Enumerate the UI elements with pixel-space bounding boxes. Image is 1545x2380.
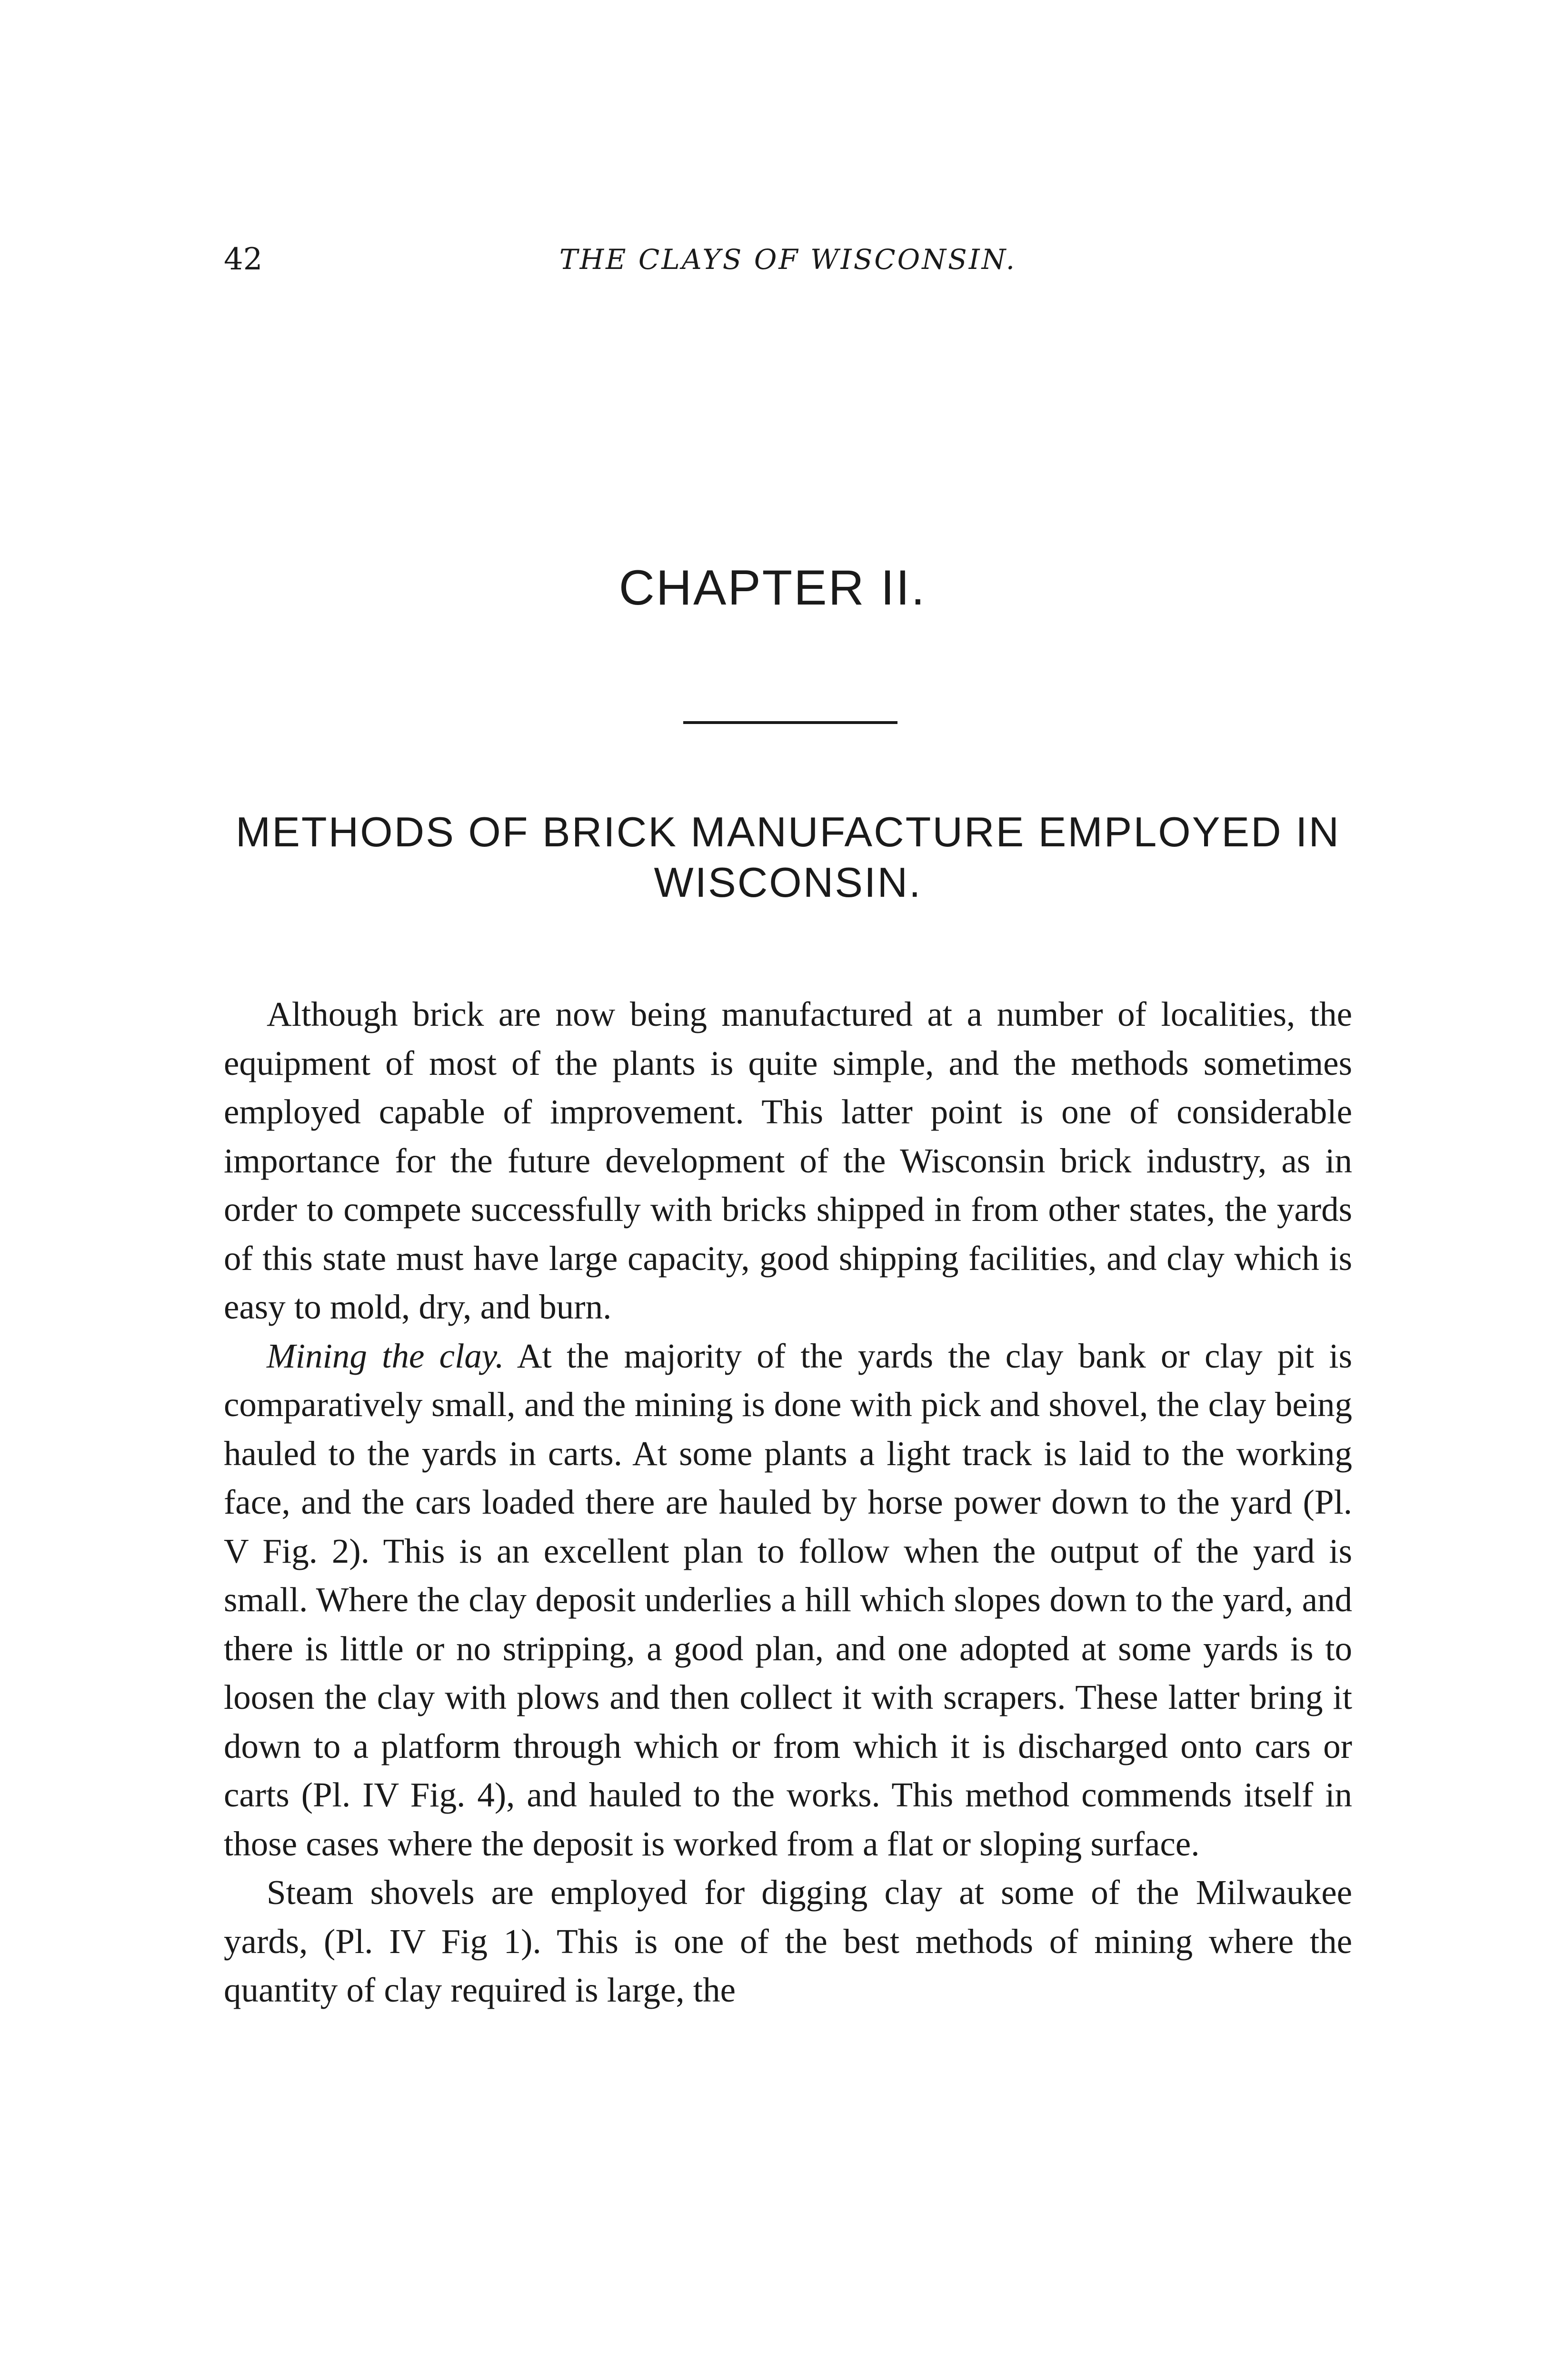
paragraph-2: [224, 1332, 1352, 1869]
paragraph-2-heading: Mining the clay.: [267, 1336, 504, 1375]
paragraph-2-text: At the majority of the yards the clay bank or clay pit is comparatively small, and the mining is done with pick and shovel, the clay being hauled to the yards in carts. At some plants a light track is laid to the working face, and the cars loaded there are hauled by horse power down to the yard (Pl. V Fig. 2). This is an excellent plan to follow when the output of the yard is small. Where the clay deposit underlies a hill which slopes down to the yard, and there is little or no stripping, a good plan, and one adopted at some yards is to loosen the clay with plows and then collect it with scrapers. These latter bring it down to a platform through which or from which it is discharged onto cars or carts (Pl. IV Fig. 4), and hauled to the works. This method commends itself in those cases where the deposit is worked from a flat or sloping surface.: [224, 1336, 1352, 1863]
chapter-title: CHAPTER II.: [618, 560, 927, 615]
paragraph-3: Steam shovels are employed for digging clay at some of the Milwaukee yards, (Pl. IV Fig 1). This is one of the best methods of mining where the quantity of clay required is large, the: [224, 1873, 1352, 2009]
section-title: METHODS OF BRICK MANUFACTURE EMPLOYED IN WISCONSIN.: [235, 808, 1341, 906]
running-header: [224, 238, 1352, 281]
page-number: 42: [224, 242, 263, 277]
paragraph-1: Although brick are now being manufactured at a number of localities, the equipment of most of the plants is quite simple, and the methods sometimes employed capable of improvement. This latter point is one of considerable importance for the future development of the Wisconsin brick industry, as in order to compete successfully with bricks shipped in from other states, the yards of this state must have large capacity, good shipping facilities, and clay which is easy to mold, dry, and burn.: [224, 995, 1352, 1326]
body-text: [224, 990, 1352, 2015]
chapter-divider-rule: [683, 721, 897, 724]
running-title: THE CLAYS OF WISCONSIN.: [559, 243, 1017, 276]
